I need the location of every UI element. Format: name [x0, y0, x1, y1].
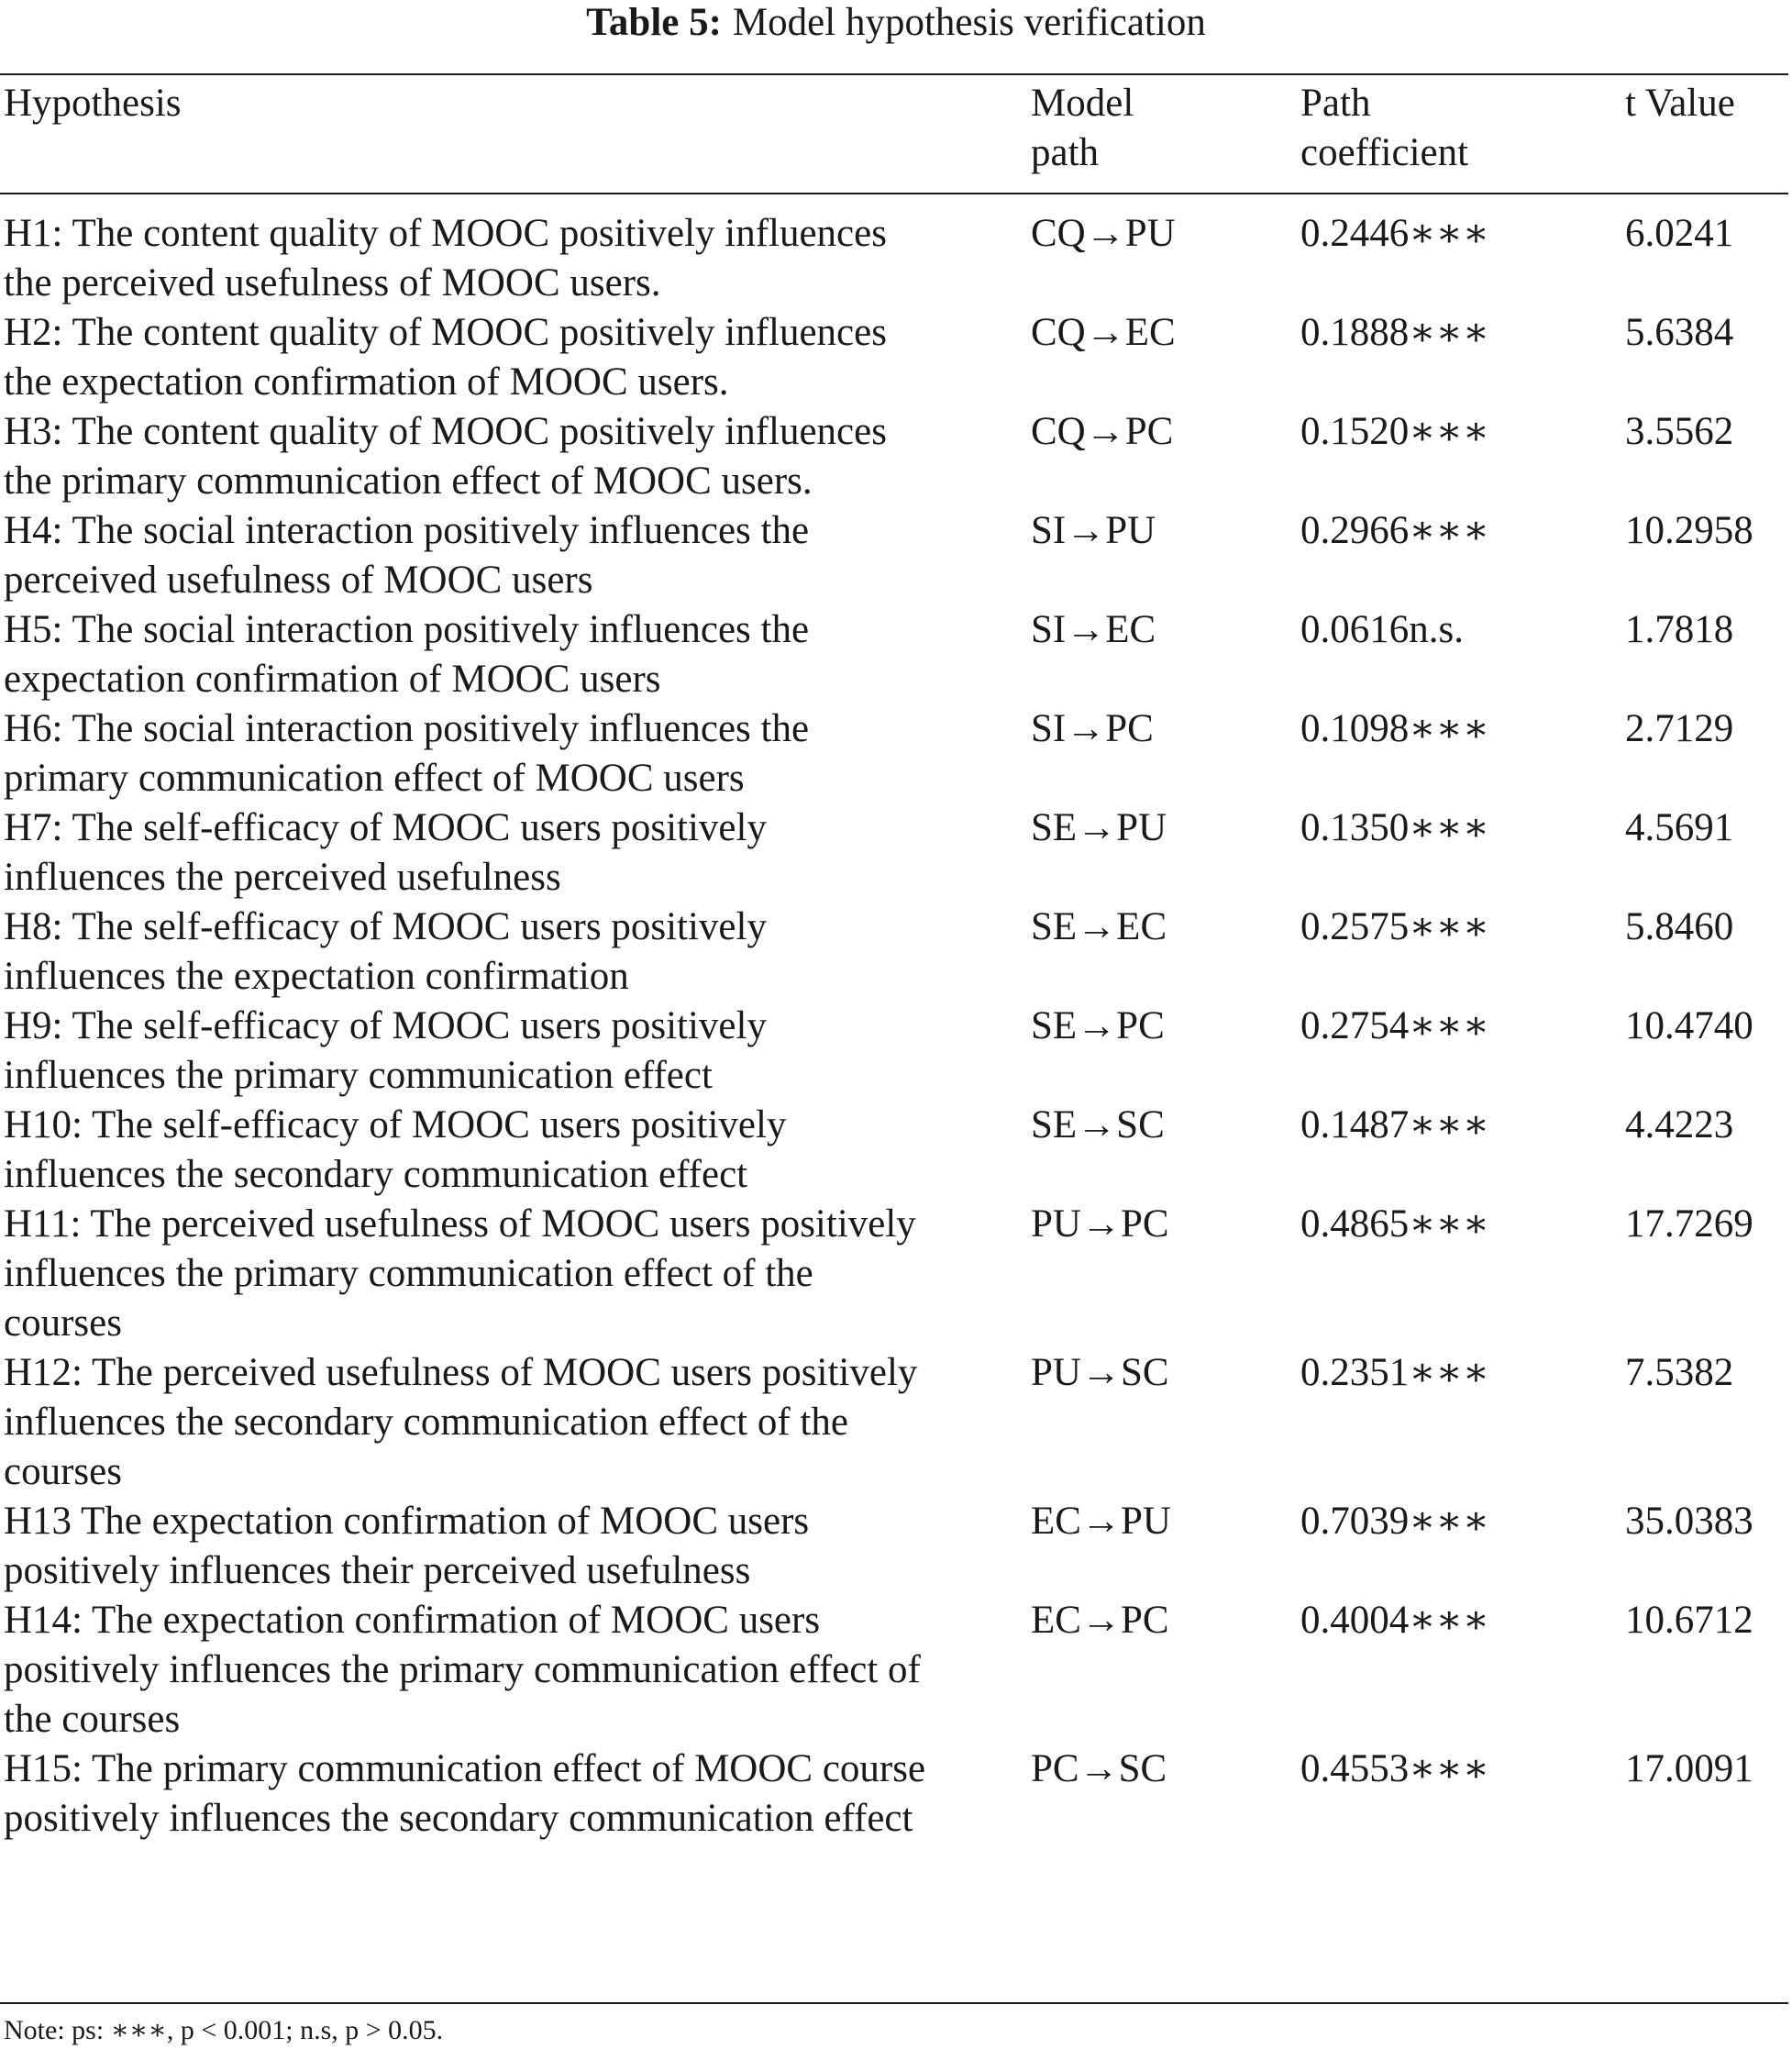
header-hypothesis-label: Hypothesis [4, 82, 182, 125]
t-value-cell: 6.0241 [1625, 212, 1734, 255]
model-path-cell: PU→SC [1031, 1351, 1169, 1394]
table-row [4, 605, 1788, 704]
table-row [4, 1596, 1788, 1744]
t-value-cell: 4.5691 [1625, 806, 1734, 849]
header-hypothesis [4, 75, 1031, 193]
model-path-cell: CQ→PC [1031, 410, 1174, 453]
table-header-row [4, 75, 1788, 193]
table-row [4, 803, 1788, 903]
t-value-cell: 5.6384 [1625, 311, 1734, 354]
t-value-cell: 10.2958 [1625, 509, 1753, 552]
table-row [4, 1101, 1788, 1200]
table-row [4, 506, 1788, 605]
header-t-value-label: t Value [1625, 82, 1735, 125]
table-row [4, 308, 1788, 407]
model-path-cell: EC→PU [1031, 1500, 1171, 1543]
path-coefficient-cell: 0.2446∗∗∗ [1300, 212, 1489, 255]
t-value-cell: 4.4223 [1625, 1103, 1734, 1146]
model-path-cell: SE→EC [1031, 905, 1167, 948]
model-path-cell: SE→SC [1031, 1103, 1165, 1146]
path-coefficient-cell: 0.2754∗∗∗ [1300, 1004, 1489, 1047]
hypothesis-cell: H10: The self-efficacy of MOOC users positively influences the secondary communication effect [4, 1103, 787, 1196]
header-t-value [1625, 75, 1788, 193]
table-row [4, 1002, 1788, 1101]
path-coefficient-cell: 0.1520∗∗∗ [1300, 410, 1489, 453]
model-path-cell: SI→PU [1031, 509, 1156, 552]
header-model-path-line2: path [1031, 131, 1100, 174]
model-path-cell: SE→PC [1031, 1004, 1165, 1047]
table-row [4, 1348, 1788, 1497]
t-value-cell: 1.7818 [1625, 608, 1734, 651]
model-path-cell: SI→EC [1031, 608, 1156, 651]
model-path-cell: SE→PU [1031, 806, 1167, 849]
table-bottom-rule [0, 2002, 1788, 2004]
hypothesis-cell: H5: The social interaction positively influences the expectation confirmation of MOOC users [4, 608, 810, 701]
table-caption-label: Table 5: [586, 1, 722, 44]
header-path-coefficient-line2: coefficient [1300, 131, 1469, 174]
hypothesis-cell: H12: The perceived usefulness of MOOC users positively influences the secondary communication effect of the courses [4, 1351, 918, 1493]
hypothesis-cell: H9: The self-efficacy of MOOC users positively influences the primary communication effect [4, 1004, 767, 1097]
hypothesis-cell: H6: The social interaction positively influences the primary communication effect of MOOC users [4, 707, 810, 800]
path-coefficient-cell: 0.7039∗∗∗ [1300, 1500, 1489, 1543]
t-value-cell: 2.7129 [1625, 707, 1734, 750]
header-path-coefficient-line1: Path [1300, 82, 1371, 125]
model-path-cell: PU→PC [1031, 1202, 1169, 1246]
model-path-cell: CQ→EC [1031, 311, 1176, 354]
path-coefficient-cell: 0.4004∗∗∗ [1300, 1599, 1489, 1642]
t-value-cell: 35.0383 [1625, 1500, 1753, 1543]
path-coefficient-cell: 0.1888∗∗∗ [1300, 311, 1489, 354]
path-coefficient-cell: 0.4553∗∗∗ [1300, 1747, 1489, 1790]
hypothesis-cell: H15: The primary communication effect of MOOC course positively influences the secondary communication effect [4, 1747, 926, 1840]
model-path-cell: PC→SC [1031, 1747, 1167, 1790]
header-model-path-line1: Model [1031, 82, 1134, 125]
t-value-cell: 10.4740 [1625, 1004, 1753, 1047]
table-row [4, 407, 1788, 506]
table-note: Note: ps: ∗∗∗, p < 0.001; n.s, p > 0.05. [4, 2015, 444, 2045]
table-row [4, 1744, 1788, 1844]
model-path-cell: CQ→PU [1031, 212, 1176, 255]
path-coefficient-cell: 0.2351∗∗∗ [1300, 1351, 1489, 1394]
model-path-cell: EC→PC [1031, 1599, 1169, 1642]
path-coefficient-cell: 0.4865∗∗∗ [1300, 1202, 1489, 1246]
path-coefficient-cell: 0.2966∗∗∗ [1300, 509, 1489, 552]
table-caption [0, 0, 1792, 46]
hypothesis-cell: H13 The expectation confirmation of MOOC users positively influences their perceived usefulness [4, 1500, 810, 1592]
header-path-coefficient [1300, 75, 1625, 193]
t-value-cell: 10.6712 [1625, 1599, 1753, 1642]
hypothesis-cell: H8: The self-efficacy of MOOC users positively influences the expectation confirmation [4, 905, 767, 998]
path-coefficient-cell: 0.1098∗∗∗ [1300, 707, 1489, 750]
hypothesis-cell: H7: The self-efficacy of MOOC users positively influences the perceived usefulness [4, 806, 767, 899]
model-path-cell: SI→PC [1031, 707, 1154, 750]
table-row [4, 1497, 1788, 1596]
path-coefficient-cell: 0.1487∗∗∗ [1300, 1103, 1489, 1146]
table-row [4, 903, 1788, 1002]
t-value-cell: 17.0091 [1625, 1747, 1753, 1790]
hypothesis-table [4, 75, 1788, 1844]
table-row [4, 704, 1788, 803]
hypothesis-cell: H2: The content quality of MOOC positively influences the expectation confirmation of MOOC users. [4, 311, 887, 404]
path-coefficient-cell: 0.0616n.s. [1300, 608, 1464, 651]
t-value-cell: 5.8460 [1625, 905, 1734, 948]
t-value-cell: 3.5562 [1625, 410, 1734, 453]
path-coefficient-cell: 0.2575∗∗∗ [1300, 905, 1489, 948]
hypothesis-cell: H3: The content quality of MOOC positively influences the primary communication effect of MOOC users. [4, 410, 887, 503]
path-coefficient-cell: 0.1350∗∗∗ [1300, 806, 1489, 849]
header-model-path [1031, 75, 1300, 193]
table-row [4, 193, 1788, 308]
hypothesis-cell: H4: The social interaction positively influences the perceived usefulness of MOOC users [4, 509, 810, 602]
t-value-cell: 7.5382 [1625, 1351, 1734, 1394]
hypothesis-cell: H1: The content quality of MOOC positively influences the perceived usefulness of MOOC users. [4, 212, 887, 305]
t-value-cell: 17.7269 [1625, 1202, 1753, 1246]
table-caption-title: Model hypothesis verification [732, 1, 1206, 44]
table-row [4, 1200, 1788, 1348]
hypothesis-cell: H11: The perceived usefulness of MOOC users positively influences the primary communication effect of the courses [4, 1202, 916, 1345]
table-body [4, 193, 1788, 1844]
hypothesis-cell: H14: The expectation confirmation of MOOC users positively influences the primary communication effect of the courses [4, 1599, 921, 1741]
